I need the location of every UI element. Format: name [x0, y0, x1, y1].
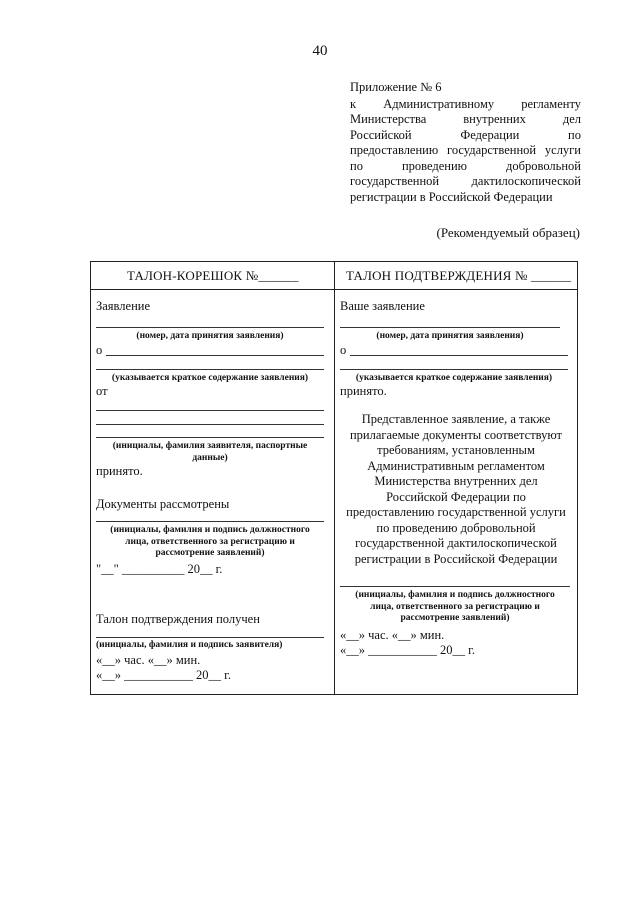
left-time-line[interactable]: «__» час. «__» мин. [96, 653, 201, 667]
right-number-line[interactable] [340, 327, 560, 328]
annex-line: Министерства внутренних дел [350, 112, 581, 126]
annex-block [350, 80, 581, 205]
right-header: ТАЛОН ПОДТВЕРЖДЕНИЯ № ______ [346, 268, 572, 283]
right-caption-official-1: (инициалы, фамилия и подпись должностного [355, 590, 555, 600]
left-caption-summary: (указывается краткое содержание заявления) [111, 373, 309, 383]
left-docs-reviewed: Документы рассмотрены [96, 497, 230, 511]
right-time-line[interactable]: «__» час. «__» мин. [340, 628, 445, 642]
left-caption-applicant-1: (инициалы, фамилия заявителя, паспортные [112, 441, 308, 451]
right-caption-official-3: рассмотрение заявлений) [400, 613, 510, 623]
right-statement: Ваше заявление [340, 299, 425, 313]
left-accepted: принято. [96, 464, 143, 478]
left-caption-official-2: лица, ответственного за регистрацию и [125, 536, 295, 547]
left-applicant-line-2[interactable] [96, 424, 324, 425]
annex-title: Приложение № 6 [350, 80, 442, 94]
left-caption-applicant-sign: (инициалы, фамилия и подпись заявителя) [96, 640, 283, 650]
annex-line: государственной дактилоскопической [350, 174, 581, 188]
left-caption-official [96, 525, 324, 560]
right-body-line: регистрации в Российской Федерации [354, 551, 558, 566]
right-body-line: прилагаемые документы соответствуют [349, 427, 563, 442]
left-caption-number: (номер, дата принятия заявления) [136, 331, 284, 341]
sample-note: (Рекомендуемый образец) [436, 225, 580, 240]
annex-line: Российской Федерации по [350, 127, 581, 142]
column-divider [334, 262, 335, 694]
left-coupon-received: Талон подтверждения получен [96, 612, 260, 626]
left-caption-applicant-2: данные) [192, 452, 228, 463]
left-number-line[interactable] [96, 327, 324, 328]
right-body-line: Российской Федерации по [386, 489, 526, 504]
left-official-line[interactable] [96, 521, 324, 522]
left-date-line-2[interactable]: «__» ___________ 20__ г. [96, 668, 231, 682]
right-body-line: требованиям, установленным [377, 443, 535, 457]
left-header: ТАЛОН-КОРЕШОК №______ [127, 268, 299, 283]
left-caption-official-3: рассмотрение заявлений) [155, 548, 265, 558]
right-caption-summary: (указывается краткое содержание заявления) [355, 373, 553, 383]
right-body-line: государственной дактилоскопической [355, 536, 557, 550]
annex-line: по проведению добровольной [350, 158, 581, 173]
right-body-line: Министерства внутренних дел [374, 474, 538, 488]
left-date-line[interactable]: "__" __________ 20__ г. [96, 562, 223, 576]
right-about-line[interactable] [350, 355, 568, 356]
right-date-line[interactable]: «__» ___________ 20__ г. [340, 643, 475, 657]
right-body-text [337, 412, 575, 567]
left-applicant-line-1[interactable] [96, 410, 324, 411]
right-body-line: Административным регламентом [367, 458, 545, 473]
left-caption-official-1: (инициалы, фамилия и подпись должностного [110, 525, 310, 535]
left-about-line[interactable] [106, 355, 324, 356]
right-summary-line[interactable] [340, 369, 568, 370]
page-number: 40 [312, 43, 328, 59]
right-body-line: предоставлению государственной услуги [346, 505, 566, 519]
right-caption-number: (номер, дата принятия заявления) [376, 331, 524, 341]
left-caption-applicant [96, 441, 324, 464]
left-statement: Заявление [96, 299, 151, 313]
left-about-prefix: о [96, 343, 103, 357]
right-caption-official-2: лица, ответственного за регистрацию и [370, 601, 540, 612]
left-from: от [96, 384, 108, 398]
annex-line: к Административному регламенту [350, 96, 581, 111]
right-body-line: по проведению добровольной [376, 520, 536, 535]
annex-line: регистрации в Российской Федерации [350, 189, 553, 204]
right-body-line: Представленное заявление, а также [361, 412, 551, 426]
left-applicant-sign-line[interactable] [96, 637, 324, 638]
right-caption-official [340, 590, 570, 625]
left-applicant-line-3[interactable] [96, 437, 324, 438]
right-about-prefix: о [340, 343, 347, 357]
right-official-line[interactable] [340, 586, 570, 587]
right-accepted: принято. [340, 384, 387, 398]
left-summary-line[interactable] [96, 369, 324, 370]
annex-line: предоставлению государственной услуги [350, 143, 581, 157]
